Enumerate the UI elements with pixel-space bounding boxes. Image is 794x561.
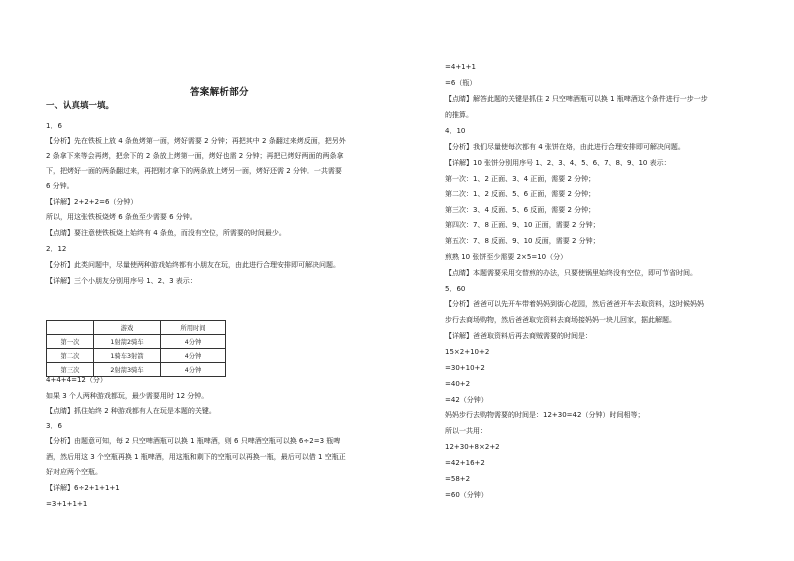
table-row: [47, 335, 226, 349]
table-cell: 4分钟: [161, 349, 226, 363]
text-line: =42（分钟）: [445, 396, 488, 404]
text-line: 步行去商场购物，然后爸爸取完资料去商场接妈妈一块儿回家，据此解题。: [445, 316, 676, 324]
text-line: 【点睛】抓住始终 2 种游戏都有人在玩是本题的关键。: [46, 407, 216, 415]
text-line: 【点睛】本题需要采用交替煎的办法，只要使锅里始终没有空位，即可节省时间。: [445, 269, 697, 277]
text-line: =42+16+2: [445, 459, 485, 467]
text-line: 2 条拿下来等会再烤，把余下的 2 条放上烤第一面，烤好也需 2 分钟；再把已烤好两面的两条拿: [46, 152, 344, 160]
text-line: 15×2+10+2: [445, 348, 490, 356]
table-cell: 第二次: [47, 349, 94, 363]
table-header-row: [47, 321, 226, 335]
table-cell: 游戏: [94, 321, 161, 335]
text-line: 好对应两个空瓶。: [46, 468, 102, 476]
text-line: 第一次：1、2 正面、3、4 正面，需要 2 分钟；: [445, 175, 596, 183]
text-line: 第三次：3、4 反面、5、6 反面，需要 2 分钟；: [445, 206, 596, 214]
text-line: 6 分钟。: [46, 182, 74, 190]
table-cell: 1骑车3射箭: [94, 349, 161, 363]
table-cell: 第一次: [47, 335, 94, 349]
text-line: =6（瓶）: [445, 79, 477, 87]
text-line: 所以，用这张铁板烧烤 6 条鱼至少需要 6 分钟。: [46, 213, 197, 221]
table-cell: 4分钟: [161, 363, 226, 377]
table-cell: 2射箭3骑车: [94, 363, 161, 377]
text-line: 如果 3 个人两种游戏都玩，最少需要用时 12 分钟。: [46, 392, 209, 400]
text-line: 5．60: [445, 285, 466, 293]
text-line: 【点睛】解答此题的关键是抓住 2 只空啤酒瓶可以换 1 瓶啤酒这个条件进行一步一步: [445, 95, 708, 103]
text-line: 第五次：7、8 反面、9、10 反面，需要 2 分钟；: [445, 237, 600, 245]
text-line: 【详解】爸爸取资料后再去商贼需要的时间是：: [445, 332, 592, 340]
table-cell: 第三次: [47, 363, 94, 377]
text-line: 第四次：7、8 正面、9、10 正面，需要 2 分钟；: [445, 221, 600, 229]
text-line: 1．6: [46, 122, 62, 130]
text-line: 【分析】此类问题中，尽量使两种游戏始终都有小朋友在玩，由此进行合理安排即可解决问题。: [46, 261, 340, 269]
text-line: 所以一共用：: [445, 427, 487, 435]
text-line: 【分析】我们尽量使每次都有 4 张饼在烙，由此进行合理安排即可解决问题。: [445, 143, 685, 151]
text-line: 【分析】由题意可知，每 2 只空啤酒瓶可以换 1 瓶啤酒，则 6 只啤酒空瓶可以换 6÷2=3 瓶啤: [46, 437, 341, 445]
table-cell: [47, 321, 94, 335]
section-heading: 一、认真填一填。: [46, 101, 115, 111]
page-title: 答案解析部分: [190, 87, 249, 98]
text-line: 【详解】6÷2+1+1+1: [46, 484, 120, 492]
table-cell: 4分钟: [161, 335, 226, 349]
text-line: 12+30+8×2+2: [445, 443, 500, 451]
text-line: 2．12: [46, 245, 67, 253]
text-line: =30+10+2: [445, 364, 485, 372]
text-line: 酒，然后用这 3 个空瓶再换 1 瓶啤酒，用这瓶和剩下的空瓶可以再换一瓶，最后可以借 1 空瓶正: [46, 453, 346, 461]
rest-schedule-table: [46, 320, 226, 377]
text-line: 煎熟 10 张饼至少需要 2×5=10（分）: [445, 253, 568, 261]
text-line: 【详解】三个小朋友分别用序号 1、2、3 表示：: [46, 277, 197, 285]
text-line: =40+2: [445, 380, 471, 388]
table-row: [47, 363, 226, 377]
text-line: 4．10: [445, 127, 466, 135]
text-line: 4+4+4=12（分）: [46, 376, 107, 384]
table-row: [47, 349, 226, 363]
text-line: 【分析】爸爸可以先开车带着妈妈到街心花园，然后爸爸开车去取资料，这时候妈妈: [445, 300, 704, 308]
text-line: 下，把烤好一面的两条翻过来，再把刚才拿下的两条放上烤另一面，烤好还需 2 分钟．一共需要: [46, 167, 342, 175]
text-line: =3+1+1+1: [46, 500, 88, 508]
table-cell: 1射箭2骑车: [94, 335, 161, 349]
text-line: 的推算。: [445, 111, 473, 119]
text-line: 第二次：1、2 反面、5、6 正面，需要 2 分钟；: [445, 190, 596, 198]
text-line: 妈妈步行去购物需要的时间是：12+30=42（分钟）时间相等；: [445, 411, 645, 419]
text-line: 【点睛】要注意使铁板烧上始终有 4 条鱼，而没有空位，所需要的时间最少。: [46, 229, 286, 237]
text-line: 【分析】先在铁板上放 4 条鱼烤第一面，烤好需要 2 分钟；再把其中 2 条翻过来烤反面，把另外: [46, 137, 346, 145]
table-cell: 所用时间: [161, 321, 226, 335]
text-line: =60（分钟）: [445, 491, 488, 499]
text-line: =4+1+1: [445, 63, 476, 71]
text-line: 【详解】2+2+2=6（分钟）: [46, 198, 138, 206]
text-line: =58+2: [445, 475, 471, 483]
text-line: 【详解】10 张饼分别用序号 1、2、3、4、5、6、7、8、9、10 表示：: [445, 159, 671, 167]
text-line: 3．6: [46, 422, 62, 430]
